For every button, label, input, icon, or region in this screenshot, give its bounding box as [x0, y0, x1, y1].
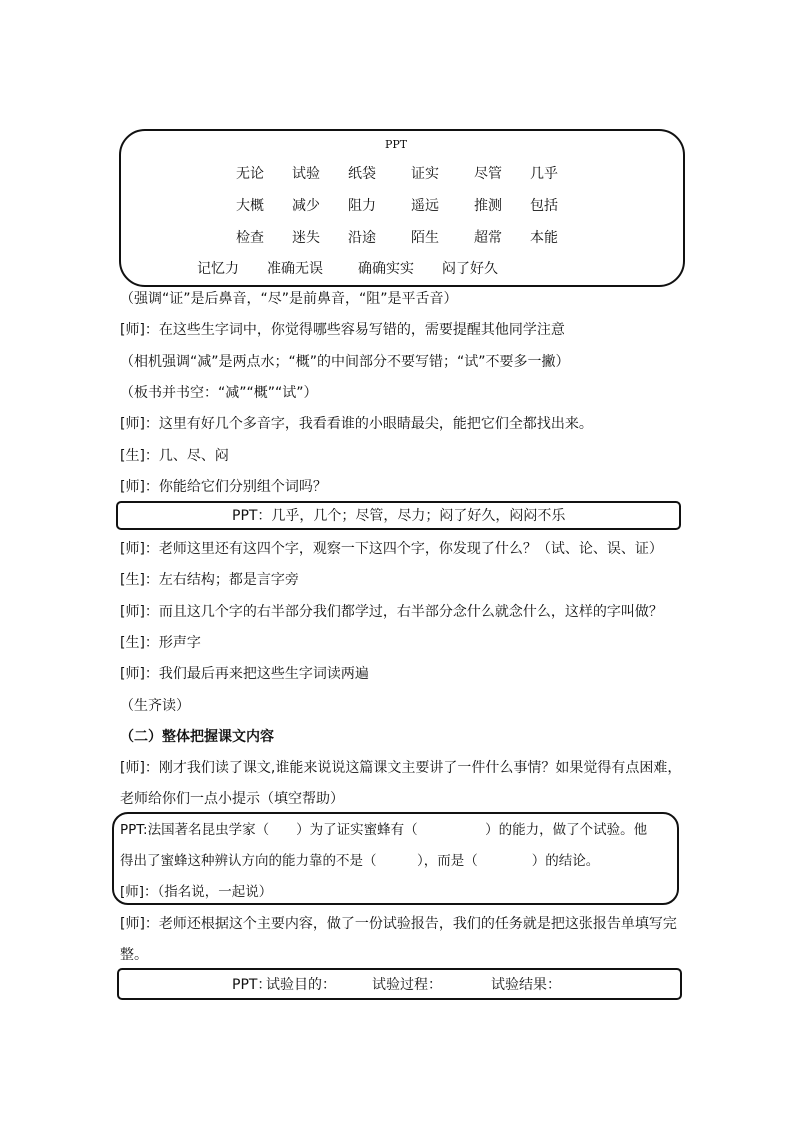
vocab-word: 纸袋: [348, 166, 376, 182]
report-prefix: PPT：: [232, 977, 272, 993]
vocab-word: 检查: [236, 230, 264, 246]
note-line: （生齐读）: [120, 698, 190, 714]
vocab-box-label: PPT: [385, 138, 408, 151]
vocab-word: 减少: [292, 198, 320, 214]
note-line: （相机强调“减”是两点水；“概”的中间部分不要写错；“试”不要多一撇）: [120, 354, 570, 370]
teacher-line: 整。: [120, 947, 148, 963]
polyphone-box-text: PPT：几乎，几个；尽管，尽力；闷了好久，闷闷不乐: [232, 508, 566, 524]
report-result: 试验结果：: [491, 977, 561, 993]
vocab-word: 大概: [236, 198, 264, 214]
fill-in-line: [师]：（指名说，一起说）: [120, 884, 273, 900]
teacher-line: [师]：我们最后再来把这些生字词读两遍: [120, 666, 369, 682]
teacher-line: [师]：刚才我们读了课文,谁能来说说这篇课文主要讲了一件什么事情？如果觉得有点困难，: [120, 760, 682, 776]
vocab-word: 沿途: [348, 230, 376, 246]
vocab-word: 闷了好久: [442, 261, 498, 277]
vocab-word: 阻力: [348, 198, 376, 214]
vocab-word: 无论: [236, 166, 264, 182]
teacher-line: [师]：这里有好几个多音字，我看看谁的小眼睛最尖，能把它们全都找出来。: [120, 416, 593, 432]
vocab-word: 本能: [530, 230, 558, 246]
teacher-line: [师]：老师还根据这个主要内容，做了一份试验报告，我们的任务就是把这张报告单填写完: [120, 916, 677, 932]
report-purpose: 试验目的：: [266, 977, 336, 993]
student-line: [生]：左右结构；都是言字旁: [120, 572, 299, 588]
vocab-word: 陌生: [411, 230, 439, 246]
student-line: [生]：几、尽、闷: [120, 448, 229, 464]
vocab-word: 试验: [292, 166, 320, 182]
vocab-word: 迷失: [292, 230, 320, 246]
teacher-line: 老师给你们一点小提示（填空帮助）: [120, 791, 344, 807]
teacher-line: [师]：老师这里还有这四个字，观察一下这四个字，你发现了什么？（试、论、误、证）: [120, 541, 663, 557]
student-line: [生]：形声字: [120, 635, 201, 651]
vocab-word: 包括: [530, 198, 558, 214]
vocab-word: 证实: [411, 166, 439, 182]
section-heading: （二）整体把握课文内容: [120, 729, 274, 745]
vocab-word: 几乎: [530, 166, 558, 182]
note-line: （强调“证”是后鼻音，“尽”是前鼻音，“阻”是平舌音）: [120, 291, 458, 307]
fill-in-line: 得出了蜜蜂这种辨认方向的能力靠的不是（ ），而是（ ）的结论。: [120, 853, 600, 869]
vocab-word: 推测: [474, 198, 502, 214]
teacher-line: [师]：而且这几个字的右半部分我们都学过，右半部分念什么就念什么，这样的字叫做？: [120, 604, 663, 620]
vocab-word: 确确实实: [358, 261, 414, 277]
fill-in-line: PPT:法国著名昆虫学家（ ）为了证实蜜蜂有（ ）的能力，做了个试验。他: [120, 822, 648, 838]
teacher-line: [师]：你能给它们分别组个词吗？: [120, 479, 327, 495]
vocab-word: 记忆力: [197, 261, 239, 277]
report-process: 试验过程：: [372, 977, 442, 993]
vocab-word: 尽管: [474, 166, 502, 182]
vocab-word: 遥远: [411, 198, 439, 214]
vocab-word: 准确无误: [267, 261, 323, 277]
teacher-line: [师]：在这些生字词中，你觉得哪些容易写错的，需要提醒其他同学注意: [120, 322, 565, 338]
note-line: （板书并书空：“减”“概”“试”）: [120, 385, 318, 401]
vocab-word: 超常: [474, 230, 502, 246]
